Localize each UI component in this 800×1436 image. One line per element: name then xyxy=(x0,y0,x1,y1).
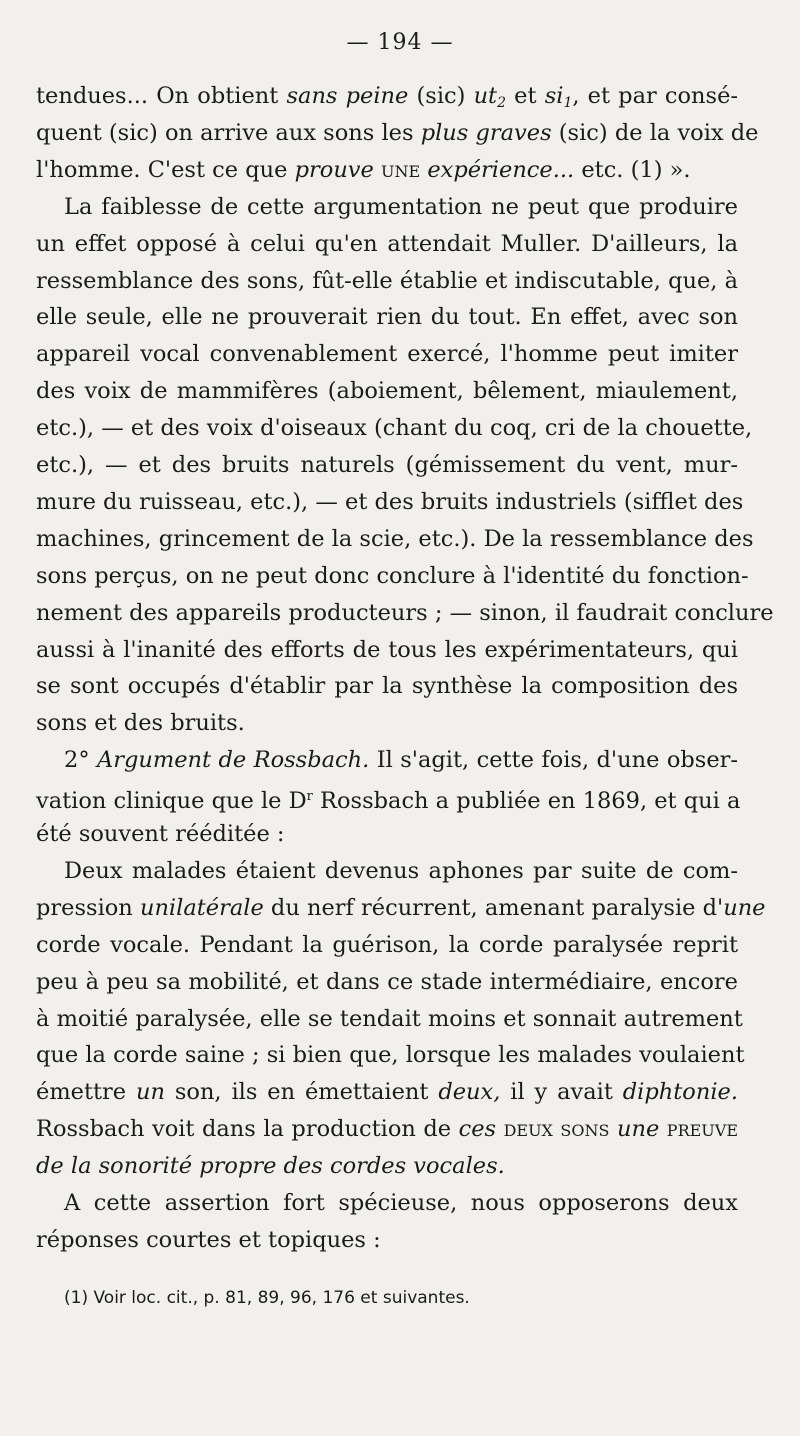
text-run: (sic) de la voix de xyxy=(551,119,759,146)
text-line xyxy=(36,668,738,704)
text-line xyxy=(64,853,738,889)
text-run: machines, grincement de la scie, etc.). De la ressemblance des xyxy=(36,525,754,552)
text-run xyxy=(496,1116,504,1142)
text-line xyxy=(36,1148,738,1184)
text-run xyxy=(609,1116,617,1142)
text-run: été souvent rééditée : xyxy=(36,821,285,847)
text-line xyxy=(36,632,738,668)
text-line xyxy=(36,410,753,446)
text-line xyxy=(36,484,744,520)
text-line xyxy=(36,779,741,815)
text-run: un effet opposé à celui qu'en attendait Muller. D'ailleurs, la xyxy=(36,230,738,257)
text-run: plus graves xyxy=(420,119,552,146)
text-line xyxy=(36,1037,745,1073)
text-run: à moitié paralysée, elle se tendait moins et sonnait autrement xyxy=(36,1005,743,1032)
text-run: , et par consé- xyxy=(572,83,738,109)
text-run: que la corde saine ; si bien que, lorsque les malades voulaient xyxy=(36,1042,745,1069)
footnote: (1) Voir loc. cit., p. 81, 89, 96, 176 et suivantes. xyxy=(64,1288,470,1308)
text-run: unilatérale xyxy=(139,894,264,921)
text-run: sons et des bruits. xyxy=(36,710,245,737)
text-run: nement des appareils producteurs ; — sinon, il faudrait conclure xyxy=(36,599,774,626)
text-line xyxy=(36,1074,738,1110)
text-run: preuve xyxy=(666,1116,739,1143)
text-run: deux, xyxy=(438,1079,501,1106)
text-run: elle seule, elle ne prouverait rien du tout. En effet, avec son xyxy=(36,304,738,331)
text-line xyxy=(36,521,754,557)
text-line xyxy=(36,1001,743,1037)
text-run: Il s'agit, cette fois, d'une obser- xyxy=(369,747,739,774)
text-run: vation clinique que le D xyxy=(36,788,307,815)
text-run: l'homme. C'est ce que xyxy=(36,156,295,183)
text-line xyxy=(36,558,749,594)
text-run: corde vocale. Pendant la guérison, la corde paralysée reprit xyxy=(36,931,738,958)
text-run: aussi à l'inanité des efforts de tous les expérimentateurs, qui xyxy=(36,636,738,663)
text-run: un xyxy=(136,1079,165,1106)
text-run: mure du ruisseau, etc.), — et des bruits industriels (sifflet des xyxy=(36,488,744,515)
text-run: Deux malades étaient devenus aphones par suite de com- xyxy=(64,857,738,884)
text-line xyxy=(36,890,766,926)
text-run: (sic) xyxy=(408,83,474,109)
text-run: ressemblance des sons, fût-elle établie et indiscutable, que, à xyxy=(36,267,738,294)
text-run: tendues... On obtient xyxy=(36,83,287,109)
text-line xyxy=(64,189,738,225)
text-run: il y avait xyxy=(500,1079,623,1106)
text-run: etc. (1) ». xyxy=(574,156,691,183)
text-line xyxy=(36,964,738,1000)
text-line xyxy=(36,263,738,299)
text-run: une xyxy=(723,894,766,921)
text-line xyxy=(36,373,738,409)
text-run: expérience... xyxy=(427,156,575,183)
text-run: se sont occupés d'établir par la synthèse la composition des xyxy=(36,673,738,700)
text-run: 1 xyxy=(563,95,573,111)
text-run: 2° xyxy=(64,747,97,774)
text-line xyxy=(36,1111,738,1147)
text-run: et xyxy=(506,83,545,109)
text-line xyxy=(36,595,774,631)
text-run: des voix de mammifères (aboiement, bêlement, miaulement, xyxy=(36,378,738,405)
text-run: réponses courtes et topiques : xyxy=(36,1226,381,1253)
text-run: Rossbach voit dans la production de xyxy=(36,1116,459,1143)
text-run: prouve xyxy=(294,156,374,183)
text-line xyxy=(36,705,738,741)
text-run: une xyxy=(381,156,421,183)
text-run: peu à peu sa mobilité, et dans ce stade intermédiaire, encore xyxy=(36,968,738,995)
text-line xyxy=(36,336,738,372)
text-run: diphtonie. xyxy=(622,1079,738,1106)
text-line xyxy=(36,78,738,114)
text-run: 2 xyxy=(497,95,507,111)
text-line xyxy=(36,152,738,188)
text-run: si xyxy=(544,83,564,109)
text-line xyxy=(64,1185,738,1221)
text-line xyxy=(36,226,738,262)
text-run: du nerf récurrent, amenant paralysie d' xyxy=(263,894,724,921)
text-run xyxy=(374,157,381,183)
text-line xyxy=(36,447,738,483)
text-run: émettre xyxy=(36,1079,136,1106)
text-line xyxy=(64,742,738,778)
text-line xyxy=(36,299,738,335)
text-run xyxy=(659,1116,667,1142)
text-run: sans peine xyxy=(286,83,409,109)
text-line xyxy=(36,927,738,963)
text-run: deux sons xyxy=(503,1116,610,1143)
text-run: etc.), — et des bruits naturels (gémissement du vent, mur- xyxy=(36,452,738,478)
text-run: ut xyxy=(473,83,498,109)
text-run: quent (sic) on arrive aux sons les xyxy=(36,119,421,146)
text-line xyxy=(36,1222,738,1258)
text-run: ces xyxy=(458,1116,497,1143)
text-line xyxy=(36,816,738,852)
text-run: La faiblesse de cette argumentation ne peut que produire xyxy=(64,193,738,220)
page-number: — 194 — xyxy=(346,30,454,55)
text-run: Argument de Rossbach. xyxy=(97,747,370,774)
text-run: de la sonorité propre des cordes vocales. xyxy=(36,1153,505,1180)
text-run: Rossbach a publiée en 1869, et qui a xyxy=(312,788,741,815)
text-line xyxy=(36,115,759,151)
text-run: appareil vocal convenablement exercé, l'homme peut imiter xyxy=(36,341,738,368)
text-run: A cette assertion fort spécieuse, nous opposerons deux xyxy=(64,1190,738,1216)
text-run: sons perçus, on ne peut donc conclure à l'identité du fonction- xyxy=(36,562,749,589)
text-run: une xyxy=(616,1116,660,1143)
text-run: son, ils en émettaient xyxy=(164,1079,439,1106)
text-run: etc.), — et des voix d'oiseaux (chant du coq, cri de la chouette, xyxy=(36,415,753,442)
text-run: pression xyxy=(36,894,140,921)
text-run: r xyxy=(306,789,313,805)
